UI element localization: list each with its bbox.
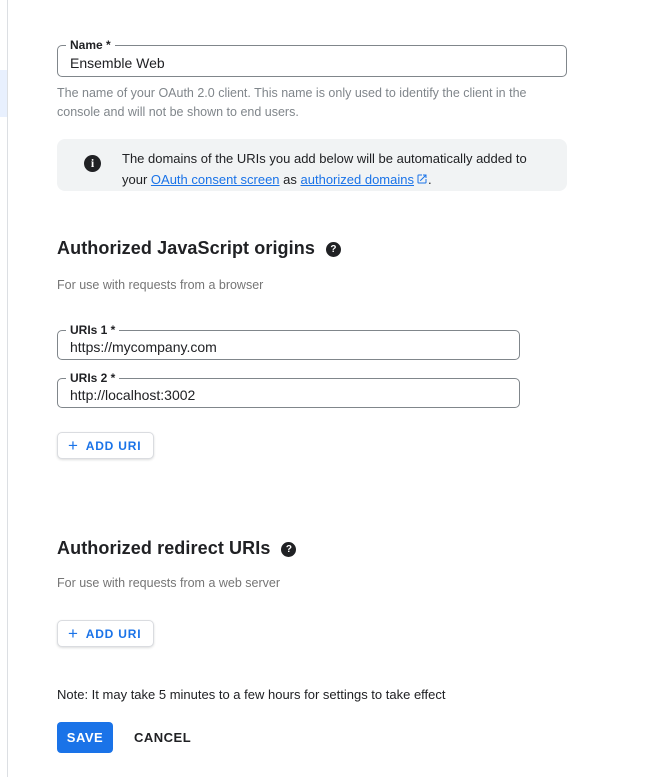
- origin-uri-1-input[interactable]: [58, 331, 519, 359]
- origins-title: Authorized JavaScript origins: [57, 238, 315, 258]
- origins-add-uri-button[interactable]: [57, 432, 154, 459]
- cancel-button[interactable]: CANCEL: [121, 722, 204, 753]
- banner-line2-suffix: .: [427, 172, 432, 187]
- redirects-add-uri-button[interactable]: [57, 620, 154, 647]
- origin-uri-1-field: [57, 323, 520, 360]
- redirects-section-heading: [57, 538, 296, 559]
- origin-uri-2-field: [57, 371, 520, 408]
- banner-line1: The domains of the URIs you add below will be automatically added to: [122, 151, 527, 166]
- authorized-domains-link-text: authorized domains: [300, 172, 414, 187]
- settings-note: Note: It may take 5 minutes to a few hours for settings to take effect: [57, 687, 446, 702]
- info-banner-text: [122, 148, 527, 190]
- nav-rail-highlight: [0, 70, 7, 117]
- info-icon: i: [84, 155, 101, 172]
- info-banner: [57, 139, 567, 191]
- origin-uri-2-input[interactable]: [58, 379, 519, 407]
- plus-icon: +: [68, 623, 79, 643]
- origins-section-heading: [57, 238, 341, 259]
- client-name-input[interactable]: [58, 46, 566, 76]
- save-button[interactable]: SAVE: [57, 722, 113, 753]
- redirects-title: Authorized redirect URIs: [57, 538, 271, 558]
- origins-subtitle: For use with requests from a browser: [57, 278, 264, 292]
- redirects-add-uri-label: ADD URI: [85, 626, 142, 641]
- redirects-subtitle: For use with requests from a web server: [57, 576, 280, 590]
- oauth-consent-screen-link[interactable]: OAuth consent screen: [150, 172, 280, 187]
- origin-uri-2-label: URIs 2 *: [66, 371, 119, 385]
- banner-line2-middle: as: [279, 172, 301, 187]
- banner-line2-prefix: your: [122, 172, 151, 187]
- client-name-helper: The name of your OAuth 2.0 client. This name is only used to identify the client in the console and will not be shown to end users.: [57, 86, 527, 119]
- redirects-help-icon[interactable]: ?: [281, 542, 296, 557]
- authorized-domains-link[interactable]: [301, 172, 428, 187]
- nav-rail-divider: [7, 0, 8, 777]
- external-link-icon: [416, 173, 428, 185]
- plus-icon: +: [68, 435, 79, 455]
- client-name-label: Name *: [66, 38, 115, 52]
- origins-add-uri-label: ADD URI: [85, 438, 142, 453]
- origins-help-icon[interactable]: ?: [326, 242, 341, 257]
- origin-uri-1-label: URIs 1 *: [66, 323, 119, 337]
- client-name-field: [57, 38, 567, 77]
